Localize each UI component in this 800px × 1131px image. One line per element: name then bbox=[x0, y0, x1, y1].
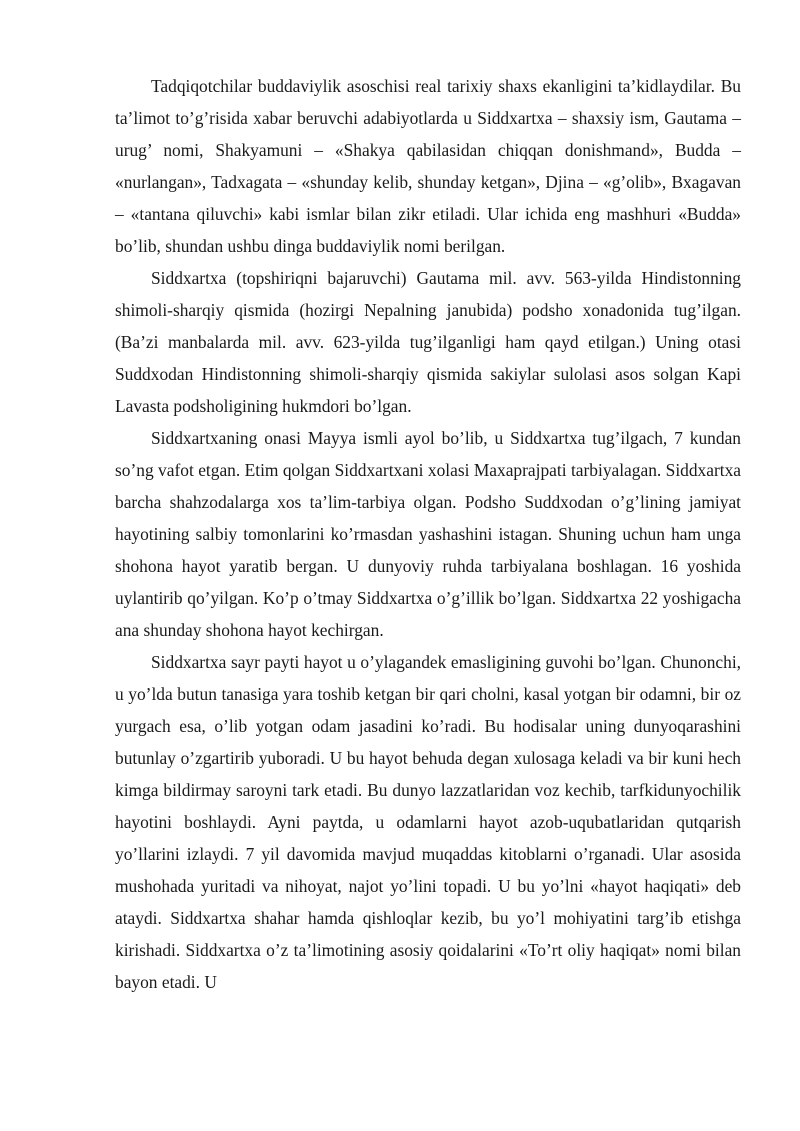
paragraph-enlightenment: Siddxartxa sayr payti hayot u o’ylagandek emasligining guvohi bo’lgan. Chunonchi, u yo’lda butun tanasiga yara toshib ketgan bir qari cholni, kasal yotgan bir odamni, bir oz yurgach esa, o’lib yotgan odam jasadini ko’radi. Bu hodisalar uning dunyoqarashini butunlay o’zgartirib yuboradi. U bu hayot behuda degan xulosaga keladi va bir kuni hech kimga bildirmay saroyni tark etadi. Bu dunyo lazzatlaridan voz kechib, tarfkidunyochilik hayotini boshlaydi. Ayni paytda, u odamlarni hayot azob-uqubatlaridan qutqarish yo’llarini izlaydi. 7 yil davomida mavjud muqaddas kitoblarni o’rganadi. Ular asosida mushohada yuritadi va nihoyat, najot yo’lini topadi. U bu yo’lni «hayot haqiqati» deb ataydi. Siddxartxa shahar hamda qishloqlar kezib, bu yo’l mohiyatini targ’ib etishga kirishadi. Siddxartxa o’z ta’limotining asosiy qoidalarini «To’rt oliy haqiqat» nomi bilan bayon etadi. U bbox=[115, 652, 741, 992]
paragraph-birth: Siddxartxa (topshiriqni bajaruvchi) Gautama mil. avv. 563-yilda Hindistonning shimoli-sharqiy qismida (hozirgi Nepalning janubida) podsho xonadonida tug’ilgan. (Ba’zi manbalarda mil. avv. 623-yilda tug’ilganligi ham qayd etilgan.) Uning otasi Suddxodan Hindistonning shimoli-sharqiy qismida sakiylar sulolasi asos solgan Kapi Lavasta podsholigining hukmdori bo’lgan. bbox=[115, 268, 741, 416]
document-page bbox=[115, 70, 741, 998]
paragraph-buddha-names: Tadqiqotchilar buddaviylik asoschisi real tarixiy shaxs ekanligini ta’kidlaydilar. Bu ta’limot to’g’risida xabar beruvchi adabiyotlarda u Siddxartxa – shaxsiy ism, Gautama – urug’ nomi, Shakyamuni – «Shakya qabilasidan chiqqan donishmand», Budda – «nurlangan», Tadxagata – «shunday kelib, shunday ketgan», Djina – «g’olib», Bxagavan – «tantana qiluvchi» kabi ismlar bilan zikr etiladi. Ular ichida eng mashhuri «Budda» bo’lib, shundan ushbu dinga buddaviylik nomi berilgan. bbox=[115, 76, 741, 256]
paragraph-childhood: Siddxartxaning onasi Mayya ismli ayol bo’lib, u Siddxartxa tug’ilgach, 7 kundan so’ng vafot etgan. Etim qolgan Siddxartxani xolasi Maxaprajpati tarbiyalagan. Siddxartxa barcha shahzodalarga xos ta’lim-tarbiya olgan. Podsho Suddxodan o’g’lining jamiyat hayotining salbiy tomonlarini ko’rmasdan yashashini istagan. Shuning uchun ham unga shohona hayot yaratib bergan. U dunyoviy ruhda tarbiyalana boshlagan. 16 yoshida uylantirib qo’yilgan. Ko’p o’tmay Siddxartxa o’g’illik bo’lgan. Siddxartxa 22 yoshigacha ana shunday shohona hayot kechirgan. bbox=[115, 428, 741, 640]
